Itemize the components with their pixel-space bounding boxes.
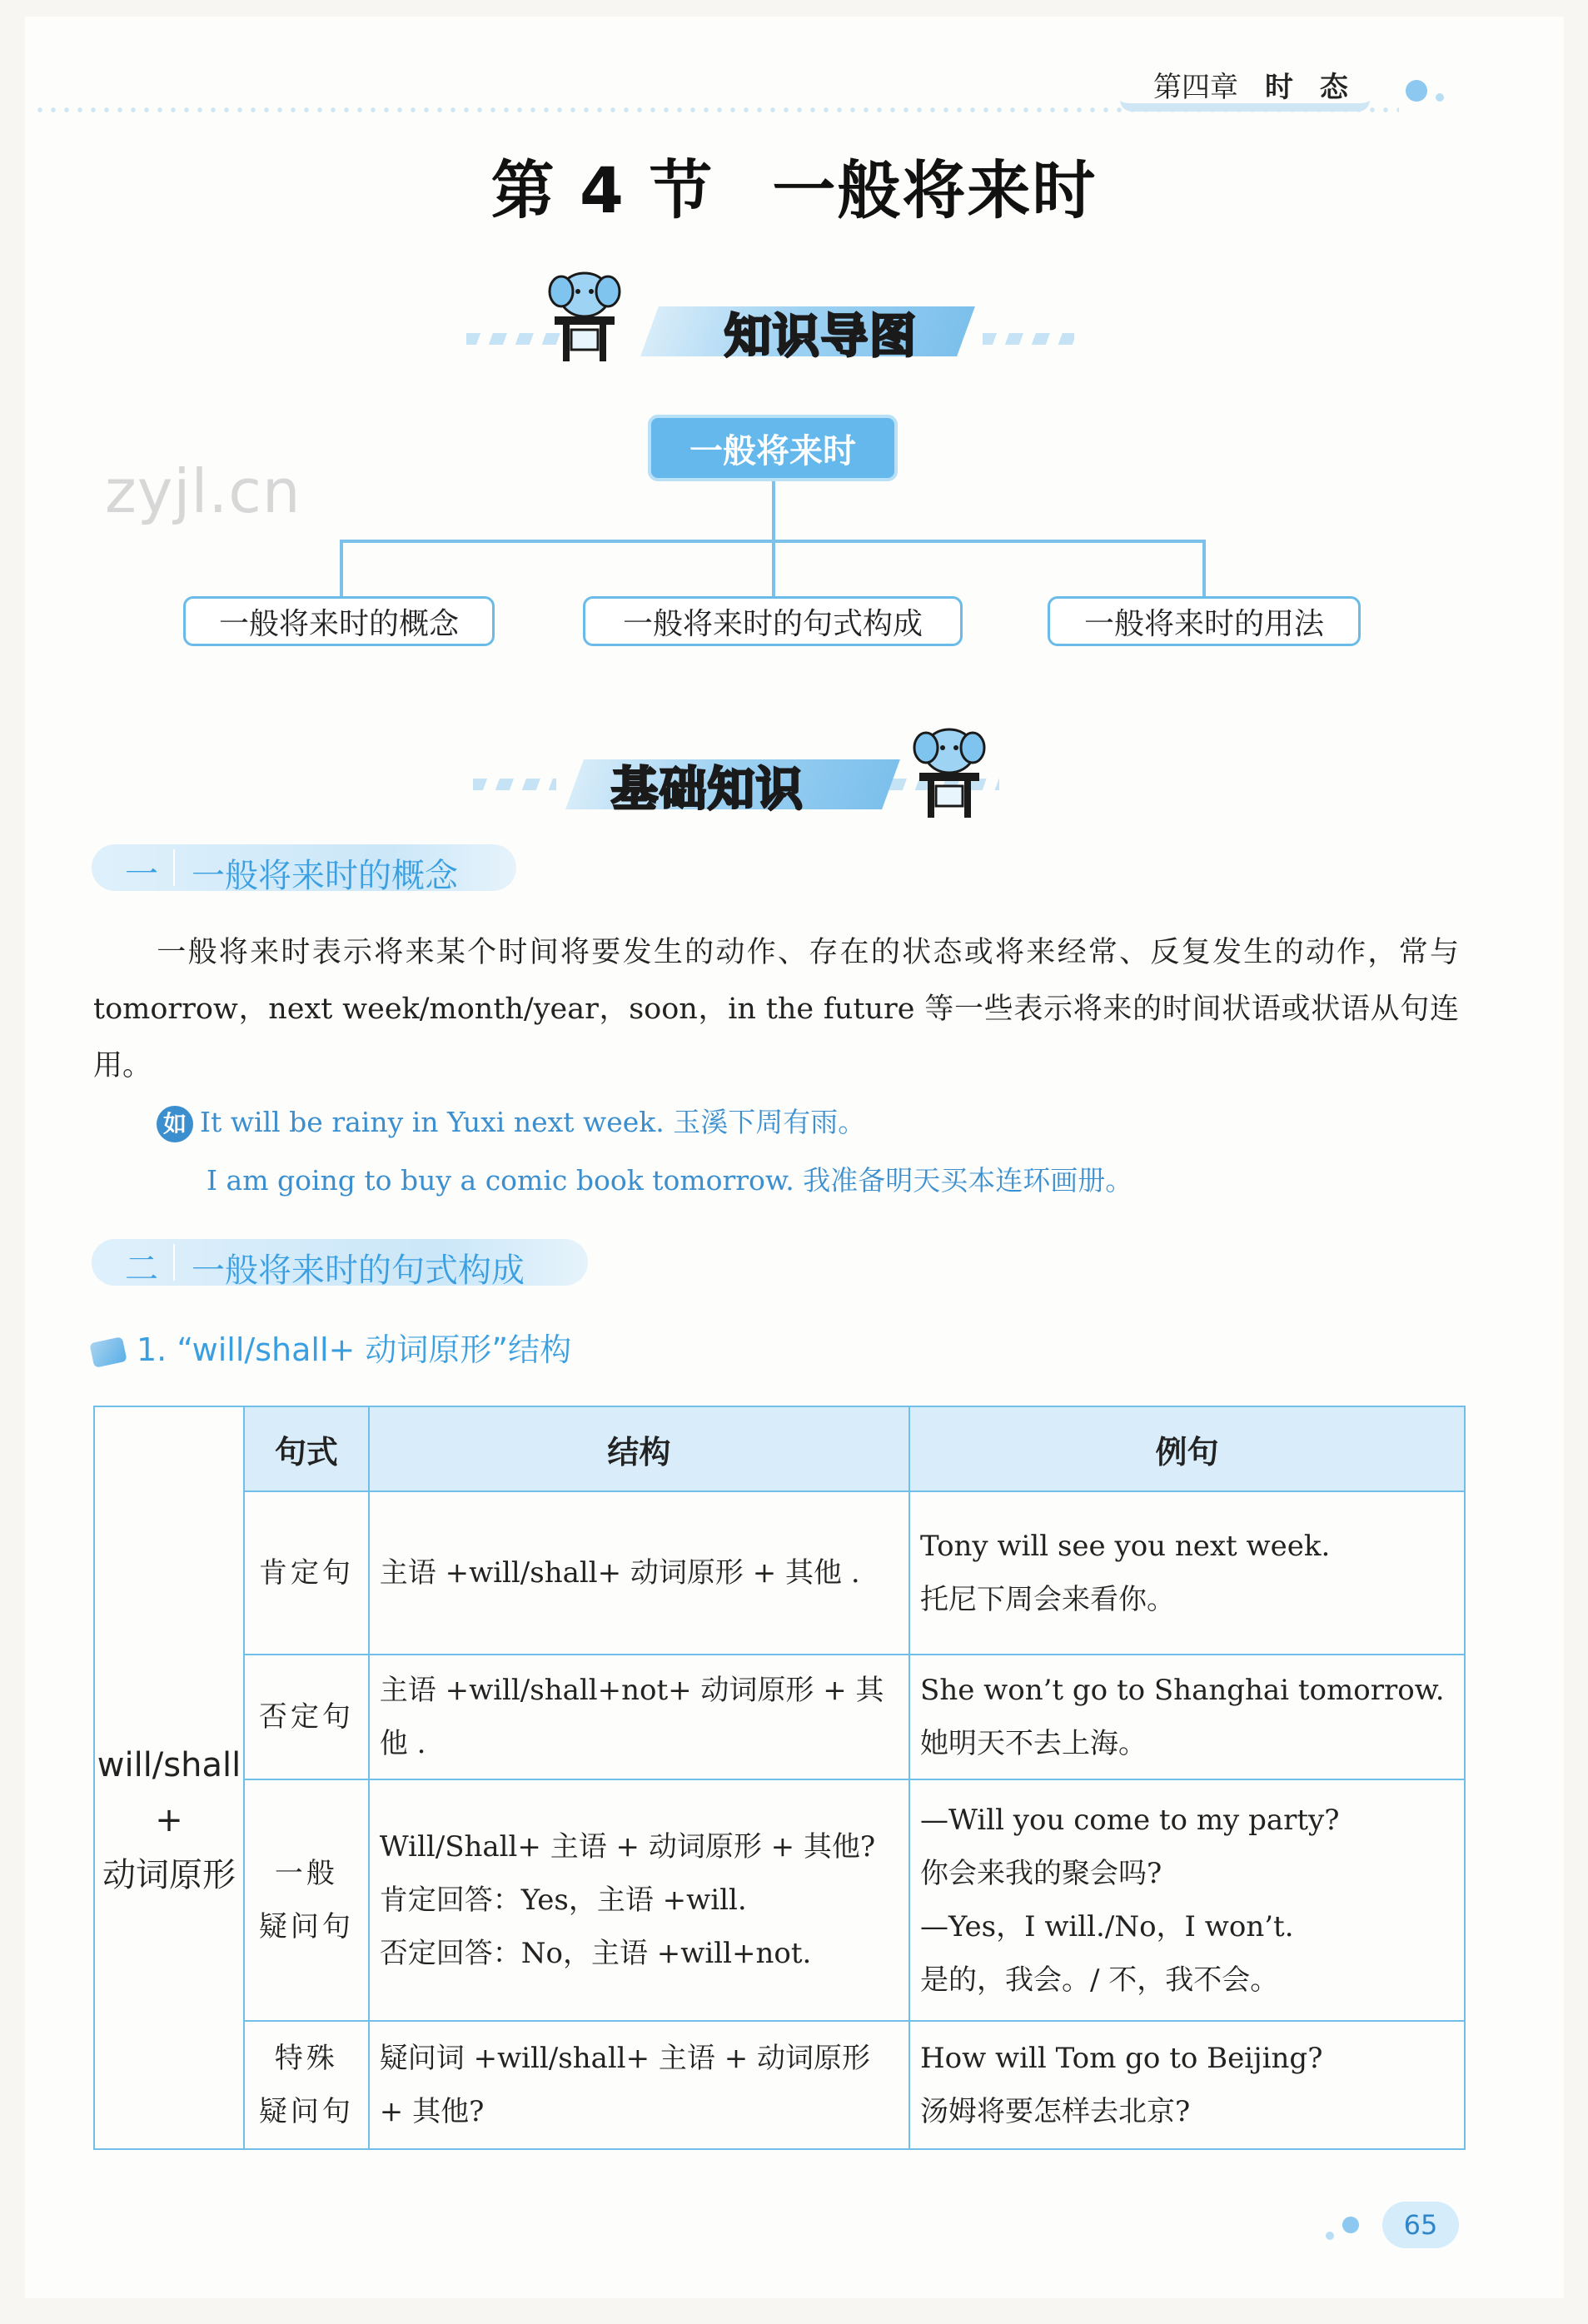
mind-map-connector xyxy=(340,540,1206,543)
section-heading-concept xyxy=(92,844,516,895)
example-sentence-text: I am going to buy a comic book tomorrow. 我准备明天买本连环画册。 xyxy=(207,1164,1133,1197)
sentence-type xyxy=(244,1779,369,2021)
mind-map-root: 一般将来时 xyxy=(648,415,898,481)
sentence-type-text: 一般 xyxy=(274,1857,338,1890)
banner-stripes-right xyxy=(983,333,1074,345)
header-dot-icon xyxy=(1406,80,1427,102)
example-cell xyxy=(909,1491,1465,1655)
example-text: 托尼下周会来看你。 xyxy=(920,1583,1176,1616)
book-icon xyxy=(89,1336,127,1368)
sentence-type xyxy=(244,1491,369,1655)
structure-cell xyxy=(369,1655,909,1779)
structure-text: + 其他? xyxy=(379,2095,485,2128)
structure-text: 肯定回答：Yes，主语 +will. xyxy=(379,1884,747,1917)
mind-map-connector xyxy=(1202,540,1206,596)
concept-paragraph xyxy=(93,924,1459,1094)
sentence-type xyxy=(244,1655,369,1779)
header-dot-small-icon xyxy=(1436,93,1444,102)
structure-label-line: 动词原形 xyxy=(102,1855,236,1894)
table-row xyxy=(94,1655,1465,1779)
example-text: —Will you come to my party? xyxy=(920,1804,1340,1837)
table-header: 结构 xyxy=(369,1406,909,1491)
example-cell xyxy=(909,1655,1465,1779)
elephant-mascot-icon xyxy=(546,266,623,366)
example-text: 她明天不去上海。 xyxy=(920,1727,1147,1760)
structure-text: 主语 +will/shall+not+ 动词原形 + 其他 . xyxy=(379,1674,884,1760)
basics-banner xyxy=(558,746,908,817)
example-text: How will Tom go to Beijing? xyxy=(920,2042,1323,2075)
page-title xyxy=(0,140,1588,231)
banner-stripes-left xyxy=(473,779,556,790)
table-row xyxy=(94,2021,1465,2149)
example-text: Tony will see you next week. xyxy=(920,1530,1331,1563)
page-dot-icon xyxy=(1342,2217,1359,2233)
table-row xyxy=(94,1779,1465,2021)
table-header: 例句 xyxy=(909,1406,1465,1491)
example-text: 你会来我的聚会吗? xyxy=(920,1857,1162,1890)
structure-text: 疑问词 +will/shall+ 主语 + 动词原形 xyxy=(379,2042,871,2075)
example-sentence xyxy=(157,1101,865,1142)
section-heading-text: 一般将来时的概念 xyxy=(192,857,458,895)
sub-heading-text: 1. “will/shall+ 动词原形”结构 xyxy=(137,1331,572,1368)
page-number: 65 xyxy=(1382,2202,1459,2248)
mind-map-node-structure: 一般将来时的句式构成 xyxy=(583,596,963,646)
example-text: 是的，我会。/ 不，我不会。 xyxy=(920,1963,1279,1997)
chapter-label: 第四章 xyxy=(1153,70,1238,104)
sentence-type-text: 否定句 xyxy=(258,1700,354,1734)
mind-map-connector xyxy=(772,481,775,596)
structure-cell xyxy=(369,2021,909,2149)
structure-cell xyxy=(369,1779,909,2021)
mind-map-node-concept: 一般将来时的概念 xyxy=(183,596,495,646)
chapter-tab xyxy=(1120,65,1370,112)
sub-heading xyxy=(92,1324,571,1370)
sentence-type xyxy=(244,2021,369,2149)
example-mark-icon: 如 xyxy=(157,1106,193,1142)
sentence-type-text: 肯定句 xyxy=(258,1556,354,1590)
section-heading-text: 一般将来时的句式构成 xyxy=(192,1252,525,1290)
section-heading-structure xyxy=(92,1239,588,1290)
watermark: zyjl.cn xyxy=(105,456,301,526)
example-text: —Yes，I will./No，I won’t. xyxy=(920,1910,1294,1943)
grammar-table xyxy=(93,1406,1466,2150)
concept-paragraph-text: 一般将来时表示将来某个时间将要发生的动作、存在的状态或将来经常、反复发生的动作，常与 tomorrow，next week/month/year，soon，in the future 等一些表示将来的时间状语或状语从句连用。 xyxy=(93,936,1459,1082)
mind-map-connector xyxy=(340,540,343,596)
structure-label xyxy=(94,1491,244,2149)
section-heading-number: 二 xyxy=(125,1250,158,1288)
structure-cell xyxy=(369,1491,909,1655)
table-header: 句式 xyxy=(244,1406,369,1491)
basics-banner-label: 基础知识 xyxy=(611,763,804,817)
mind-map-banner xyxy=(633,293,983,364)
section-name: 一般将来时 xyxy=(772,153,1098,227)
table-row xyxy=(94,1491,1465,1655)
section-number: 第 4 节 xyxy=(490,153,714,227)
structure-label-line: + xyxy=(155,1800,183,1839)
example-sentence xyxy=(207,1159,1133,1198)
example-text: She won’t go to Shanghai tomorrow. xyxy=(920,1674,1445,1707)
example-text: 汤姆将要怎样去北京? xyxy=(920,2095,1191,2128)
example-cell xyxy=(909,2021,1465,2149)
sentence-type-text: 特殊 xyxy=(274,2042,338,2075)
section-heading-number: 一 xyxy=(125,855,158,893)
table-corner xyxy=(94,1406,244,1491)
chapter-topic: 时 态 xyxy=(1265,70,1357,104)
page-dot-small-icon xyxy=(1326,2232,1334,2240)
table-header-row xyxy=(94,1406,1465,1491)
sentence-type-text: 疑问句 xyxy=(258,2095,354,2128)
structure-text: 主语 +will/shall+ 动词原形 + 其他 . xyxy=(379,1556,860,1590)
example-cell xyxy=(909,1779,1465,2021)
sentence-type-text: 疑问句 xyxy=(258,1910,354,1943)
structure-text: 否定回答：No，主语 +will+not. xyxy=(379,1937,812,1970)
mind-map-banner-label: 知识导图 xyxy=(724,310,918,364)
example-sentence-text: It will be rainy in Yuxi next week. 玉溪下周有雨。 xyxy=(200,1106,866,1138)
structure-label-line: will/shall xyxy=(97,1745,241,1784)
mind-map-node-usage: 一般将来时的用法 xyxy=(1048,596,1361,646)
structure-text: Will/Shall+ 主语 + 动词原形 + 其他? xyxy=(379,1830,876,1864)
elephant-mascot-icon xyxy=(911,723,988,823)
